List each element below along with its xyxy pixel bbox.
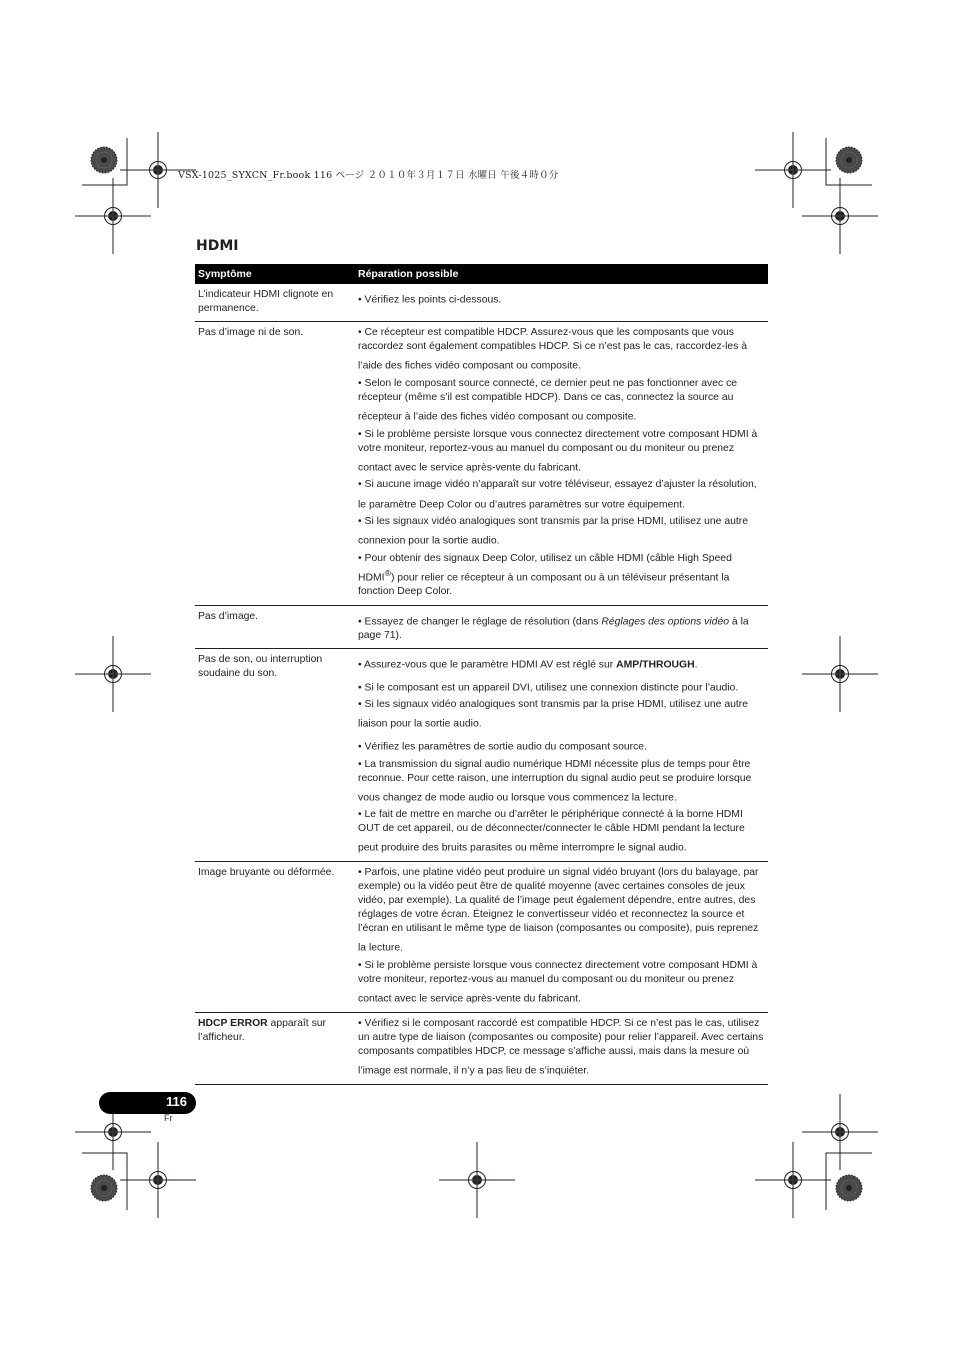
symptom-bold-text: HDCP ERROR [198,1017,268,1029]
star-target-icon [836,1175,862,1201]
table-row [195,322,768,605]
remedy-item [358,478,764,512]
remedy-cell [355,866,768,1007]
remedy-cell [355,610,768,644]
table-row [195,862,768,1013]
remedy-cell [355,1017,768,1079]
registration-mark-icon [755,1142,831,1218]
remedy-item [358,377,764,425]
symptom-text: Pas de son, ou interruption soudaine du son. [198,654,323,680]
star-target-icon [91,1175,117,1201]
remedy-text: • Si le problème persiste lorsque vous connectez directement votre composant HDMI à votre moniteur, reportez-vous au manuel du composant ou du moniteur ou prenez contact avec le service après-vente du fabricant. [358,428,758,474]
remedy-item [358,653,764,673]
remedy-item [358,552,764,600]
registration-mark-icon [802,1094,878,1170]
table-header [195,264,768,284]
remedy-text: • Le fait de mettre en marche ou d’arrêter le périphérique connecté à la borne HDMI OUT de cet appareil, ou de déconnecter/connecter le câble HDMI pendant la lecture peut produire des bruits parasites ou même interrompre le signal audio. [358,809,745,854]
remedy-item [358,866,764,956]
remedy-text: • Essayez de changer le réglage de résolution (dans [358,615,602,627]
remedy-text: • Si le composant est un appareil DVI, utilisez une connexion distincte pour l’audio. [358,682,739,694]
remedy-cell [355,288,768,316]
page-number: 116 [166,1094,187,1109]
star-target-icon [836,147,862,173]
page-number-tab [99,1092,196,1114]
remedy-text: • Parfois, une platine vidéo peut produire un signal vidéo bruyant (lors du balayage, par exemple) ou la vidéo peut être de qualité moyenne (avec certaines consoles de jeux vidéo, par exemple). La qualité de l’image peut également dépendre, entre autres, des réglages de votre écran. Éteignez le convertisseur vidéo et reconnectez la source et l’écran en utilisant le même type de liaison (composantes ou composite), puis reprenez la lecture. [358,867,759,954]
remedy-item [358,698,764,732]
remedy-text: • Vérifiez si le composant raccordé est compatible HDCP. Si ce n’est pas le cas, utilisez un autre type de liaison (composantes ou composite) pour relier l’appareil. Avec certains composants compatibles HDCP, ce message s’affiche aussi, mais dans la mesure où l’image est normale, il n’y a pas lieu de s’inquiéter. [358,1017,764,1077]
registered-mark: ® [384,567,391,578]
remedy-item [358,758,764,806]
remedy-text: • Si les signaux vidéo analogiques sont transmis par la prise HDMI, utilisez une autre liaison pour la sortie audio. [358,699,749,730]
remedy-text: • Si les signaux vidéo analogiques sont transmis par la prise HDMI, utilisez une autre connexion pour la sortie audio. [358,516,749,547]
remedy-item [358,610,764,644]
symptom-cell [195,610,355,644]
symptom-cell [195,1017,355,1079]
remedy-text: à la page 71). [358,615,749,642]
symptom-cell [195,866,355,1007]
symptom-cell [195,288,355,316]
remedy-item [358,515,764,549]
registration-mark-icon [755,132,831,208]
symptom-text: Pas d’image. [198,610,259,622]
remedy-text: • Assurez-vous que le paramètre HDMI AV est réglé sur [358,659,617,671]
remedy-text: • Ce récepteur est compatible HDCP. Assurez-vous que les composants que vous raccordez sont également compatibles HDCP. Si ce n’est pas le cas, raccordez-les à l’aide des fiches vidéo composant ou composite. [358,327,748,372]
remedy-item [358,735,764,755]
remedy-item [358,959,764,1007]
remedy-text: • Pour obtenir des signaux Deep Color, utilisez un câble HDMI (câble High Speed HDMI [358,552,732,584]
remedy-italic-text: Réglages des options vidéo [601,615,730,627]
symptom-cell [195,326,355,599]
symptom-text: Pas d’image ni de son. [198,327,304,339]
remedy-text: . [694,659,698,671]
troubleshooting-table [195,264,768,1085]
table-row [195,284,768,322]
registration-mark-icon [120,1142,196,1218]
remedy-cell [355,653,768,856]
registration-mark-icon [75,636,151,712]
table-row [195,649,768,862]
remedy-bold-text: AMP/THROUGH [616,659,695,671]
section-title: HDMI [196,238,239,254]
registration-mark-icon [802,178,878,254]
remedy-item [358,326,764,374]
book-header-line: VSX-1025_SYXCN_Fr.book 116 ページ ２０１０年３月１７日 水曜日 午後４時０分 [178,170,559,181]
remedy-item [358,808,764,856]
symptom-text: apparaît sur l’afficheur. [198,1017,327,1043]
table-row [195,1013,768,1085]
remedy-item [358,676,764,696]
registration-mark-icon [802,636,878,712]
column-header-remedy: Réparation possible [358,267,459,280]
registration-mark-icon [75,178,151,254]
symptom-text: L’indicateur HDMI clignote en permanence. [198,289,334,315]
symptom-cell [195,653,355,856]
remedy-text: • La transmission du signal audio numérique HDMI nécessite plus de temps pour être reconnue. Pour cette raison, une interruption du signal audio peut se produire lorsque vous changez de mode audio ou lorsque vous commencez la lecture. [358,758,752,804]
remedy-item [358,1017,764,1079]
registration-mark-icon [439,1142,515,1218]
remedy-text: ) pour relier ce récepteur à un composant ou à un téléviseur présentant la fonction Deep Color. [358,572,730,598]
column-header-symptom: Symptôme [198,267,252,280]
remedy-text: • Vérifiez les points ci-dessous. [358,294,502,306]
remedy-item [358,288,764,308]
star-target-icon [91,147,117,173]
remedy-item [358,428,764,476]
remedy-cell [355,326,768,599]
remedy-text: • Si le problème persiste lorsque vous connectez directement votre composant HDMI à votre moniteur, reportez-vous au manuel du composant ou du moniteur ou prenez contact avec le service après-vente du fabricant. [358,960,758,1005]
remedy-text: • Si aucune image vidéo n’apparaît sur votre téléviseur, essayez d’ajuster la résolution, le paramètre Deep Color ou d’autres paramètres sur votre équipement. [358,479,757,510]
remedy-text: • Vérifiez les paramètres de sortie audio du composant source. [358,741,647,753]
symptom-text: Image bruyante ou déformée. [198,867,335,878]
remedy-text: • Selon le composant source connecté, ce dernier peut ne pas fonctionner avec ce récepteur (même s’il est compatible HDCP). Dans ce cas, connectez la source au récepteur à l’aide des fiches vidéo composant ou composite. [358,377,738,423]
language-code: Fr [164,1113,173,1123]
table-row [195,606,768,650]
